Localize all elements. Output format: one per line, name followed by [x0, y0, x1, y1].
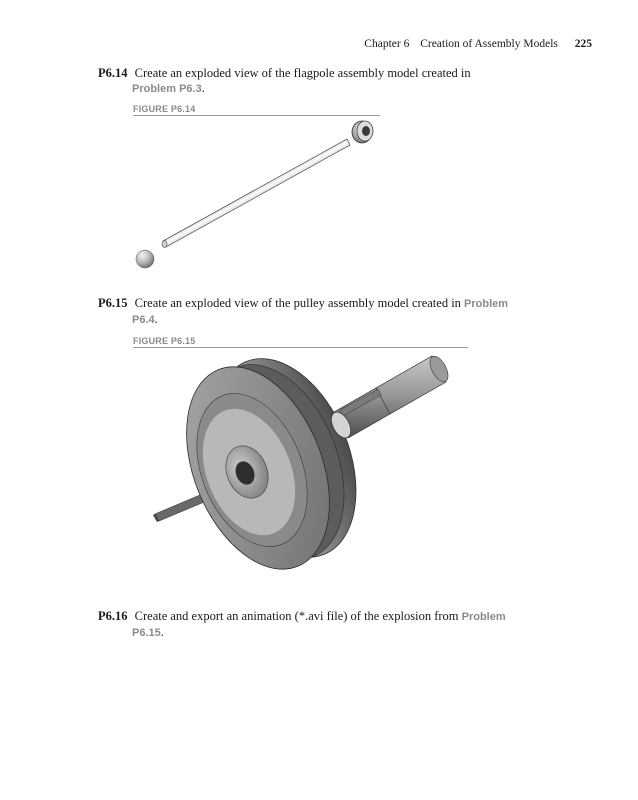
problem-reference: Problem	[461, 611, 506, 623]
problem-reference: Problem P6.3	[132, 83, 202, 95]
problem-p6-16	[98, 609, 518, 641]
problem-end: .	[154, 312, 158, 326]
problem-reference: Problem	[464, 298, 509, 310]
problem-reference: P6.15	[132, 627, 161, 639]
figure-label-p6-15: FIGURE P6.15	[133, 336, 468, 348]
page-number: 225	[574, 38, 592, 50]
chapter-title: Creation of Assembly Models	[420, 38, 558, 50]
problem-reference: P6.4	[132, 314, 155, 326]
problem-end: .	[201, 81, 205, 95]
pulley-wheel	[159, 338, 383, 591]
chapter-number: Chapter 6	[364, 38, 410, 50]
problem-number: P6.16	[98, 609, 128, 623]
problem-number: P6.14	[98, 66, 128, 80]
problem-number: P6.15	[98, 296, 128, 310]
problem-text: Create and export an animation (*.avi file) of the explosion from	[134, 609, 459, 623]
figure-label-p6-14: FIGURE P6.14	[133, 104, 380, 116]
pulley-shaft	[327, 353, 451, 441]
problem-text: Create an exploded view of the flagpole assembly model created in	[134, 66, 471, 80]
problem-end: .	[160, 625, 164, 639]
problem-text: Create an exploded view of the pulley assembly model created in	[134, 296, 461, 310]
